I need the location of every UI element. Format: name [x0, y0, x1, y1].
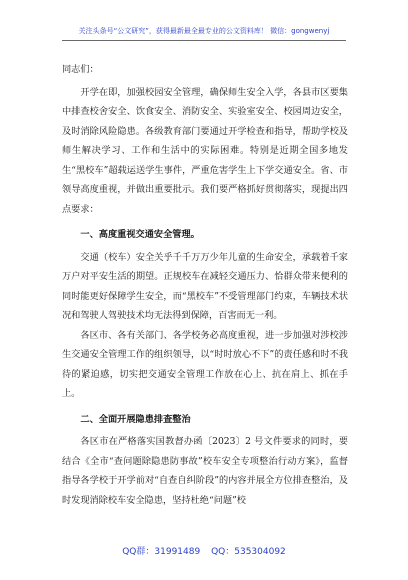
intro-paragraph: 开学在即，加强校园安全管理，确保师生安全入学，各县市区要集中排查校舍安全、饮食安全、消防安全、实验室安全、校园周边安全，及时消除风险隐患。各级教育部门要通过开学检查和指导，帮助学校及师生解决学习、工作和生活中的实际困难。特别是近期全国多地发生“黑校车”超载运送学生事件，严重危害学生上下学交通安全。省、市领导高度重视，并做出重要批示。我们要严格抓好贯彻落实，现提出四点要求：	[62, 86, 348, 215]
header-banner-text: 关注头条号“公文研究”，获得最新最全最专业的公文资料库！ 微信：gongwenyj	[78, 27, 330, 35]
section-1-heading: 一、高度重视交通安全管理。	[80, 229, 200, 240]
footer-qq: QQ：535304092	[211, 547, 286, 557]
section-2-heading: 二、全面开展隐患排查整治	[80, 413, 191, 425]
footer-contact	[0, 546, 408, 558]
salutation: 同志们：	[62, 64, 99, 75]
section-1-paragraph-1: 交通（校车）安全关乎千千万万少年儿童的生命安全，承载着千家万户对平安生活的期望。正规校车在减轻交通压力、恰群众带来便利的同时能更好保障学生安全，而“黑校车”不受管理部门约束，车辆技术状况和驾驶人驾驶技术均无法得到保障，百害而无一利。	[62, 251, 348, 321]
footer-qq-group: QQ群：31991489	[122, 547, 201, 557]
document-body	[62, 60, 348, 510]
header-divider	[62, 40, 346, 41]
section-2-paragraph-1: 各区市在严格落实国教督办函〔2023〕2 号文件要求的同时，要结合《全市“查问题除隐患防事故”校车安全专项整治行动方案》，监督指导各学校于开学前对“自查自纠阶段”的内容并展全方位排查整治，及时发现消除校车安全隐患，坚持杜绝“问题”校	[62, 436, 348, 506]
section-1-paragraph-2: 各区市、各有关部门、各学校务必高度重视，进一步加强对涉校涉生交通安全管理工作的组织领导，以“时时放心不下”的责任感和时不我待的紧迫感，切实把交通安全管理工作放在心上、抗在肩上、抓在手上。	[62, 329, 348, 399]
